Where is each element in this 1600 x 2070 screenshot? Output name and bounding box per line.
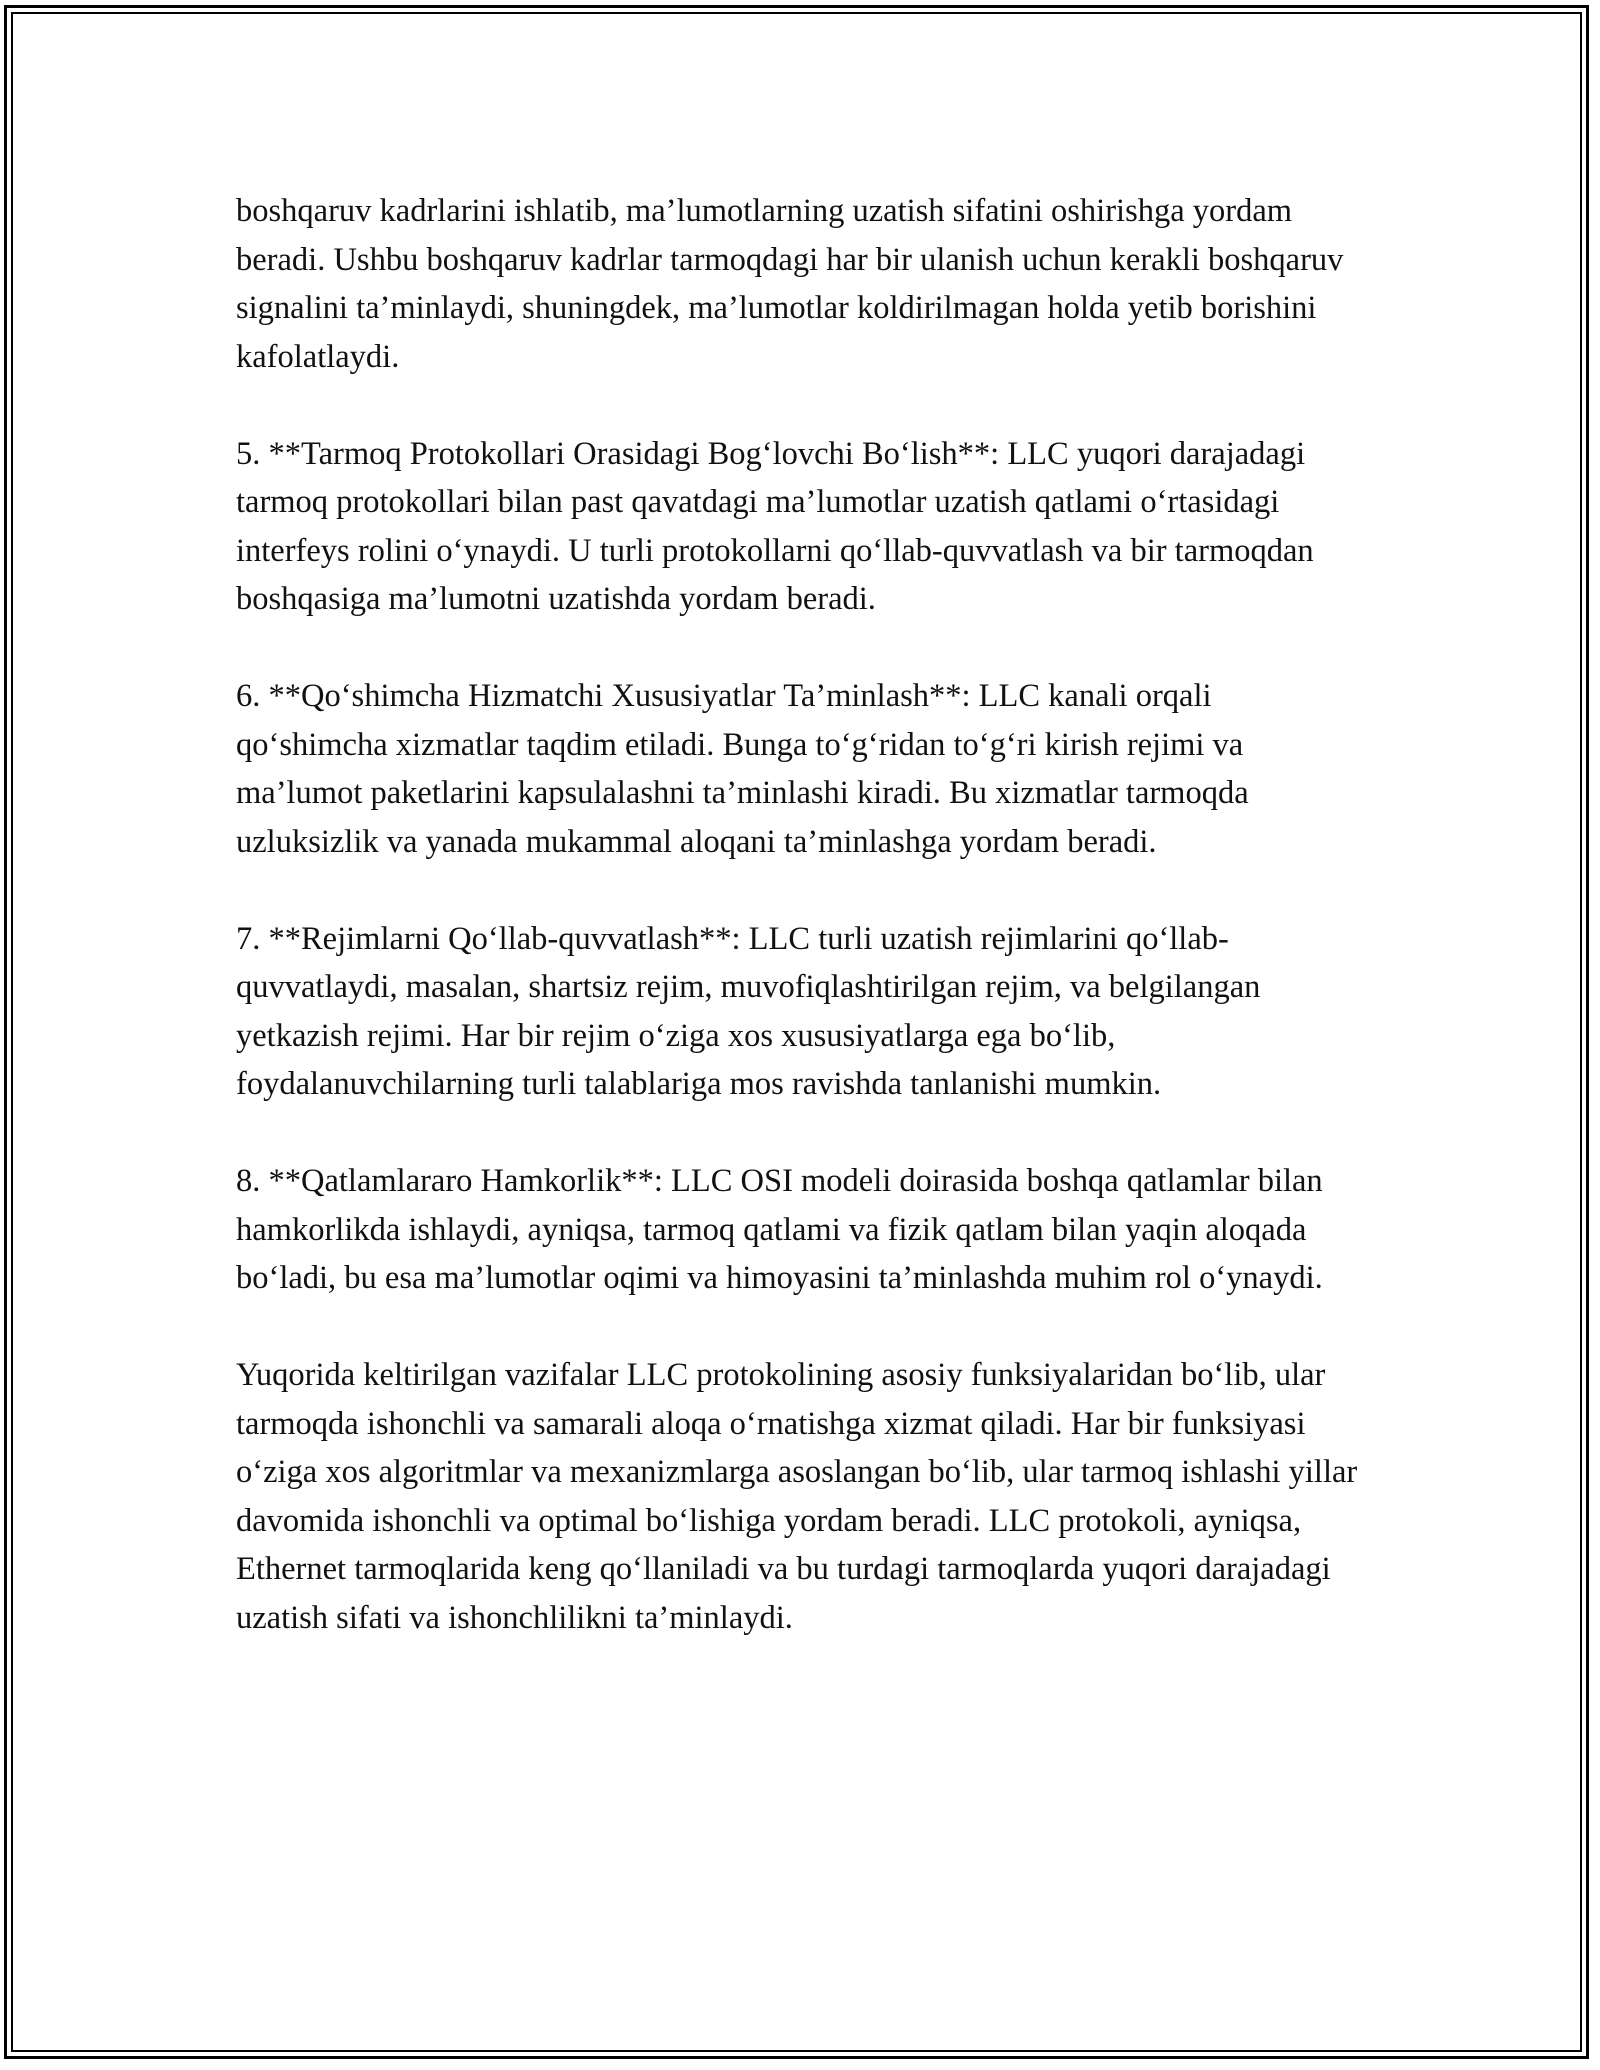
- paragraph-conclusion: Yuqorida keltirilgan vazifalar LLC protokolining asosiy funksiyalaridan bo‘lib, ular tarmoqda ishonchli va samarali aloqa o‘rnatishga xizmat qiladi. Har bir funksiyasi o‘ziga xos algoritmlar va mexanizmlarga asoslangan bo‘lib, ular tarmoq ishlashi yillar davomida ishonchli va optimal bo‘lishiga yordam beradi. LLC protokoli, ayniqsa, Ethernet tarmoqlarida keng qo‘llaniladi va bu turdagi tarmoqlarda yuqori darajadagi uzatish sifati va ishonchlilikni ta’minlaydi.: [236, 1357, 1358, 1636]
- paragraph-item-8: 8. **Qatlamlararo Hamkorlik**: LLC OSI modeli doirasida boshqa qatlamlar bilan hamkorlikda ishlaydi, ayniqsa, tarmoq qatlami va fizik qatlam bilan yaqin aloqada bo‘ladi, bu esa ma’lumotlar oqimi va himoyasini ta’minlashda muhim rol o‘ynaydi.: [236, 1163, 1323, 1296]
- paragraph-item-6: 6. **Qo‘shimcha Hizmatchi Xususiyatlar Ta’minlash**: LLC kanali orqali qo‘shimcha xizmatlar taqdim etiladi. Bunga to‘g‘ridan to‘g‘ri kirish rejimi va ma’lumot paketlarini kapsulalashni ta’minlashi kiradi. Bu xizmatlar tarmoqda uzluksizlik va yanada mukammal aloqani ta’minlashga yordam beradi.: [236, 678, 1249, 860]
- paragraph-item-5: 5. **Tarmoq Protokollari Orasidagi Bog‘lovchi Bo‘lish**: LLC yuqori darajadagi tarmoq protokollari bilan past qavatdagi ma’lumotlar uzatish qatlami o‘rtasidagi interfeys rolini o‘ynaydi. U turli protokollarni qo‘llab-quvvatlash va bir tarmoqdan boshqasiga ma’lumotni uzatishda yordam beradi.: [236, 435, 1314, 617]
- paragraph-intro-continuation: boshqaruv kadrlarini ishlatib, ma’lumotlarning uzatish sifatini oshirishga yordam beradi. Ushbu boshqaruv kadrlar tarmoqdagi har bir ulanish uchun kerakli boshqaruv signalini ta’minlaydi, shuningdek, ma’lumotlar koldirilmagan holda yetib borishini kafolatlaydi.: [236, 193, 1344, 375]
- paragraph-item-7: 7. **Rejimlarni Qo‘llab-quvvatlash**: LLC turli uzatish rejimlarini qo‘llab-quvvatlaydi, masalan, shartsiz rejim, muvofiqlashtirilgan rejim, va belgilangan yetkazish rejimi. Har bir rejim o‘ziga xos xususiyatlarga ega bo‘lib, foydalanuvchilarning turli talablariga mos ravishda tanlanishi mumkin.: [236, 920, 1261, 1102]
- document-body: [236, 187, 1366, 1642]
